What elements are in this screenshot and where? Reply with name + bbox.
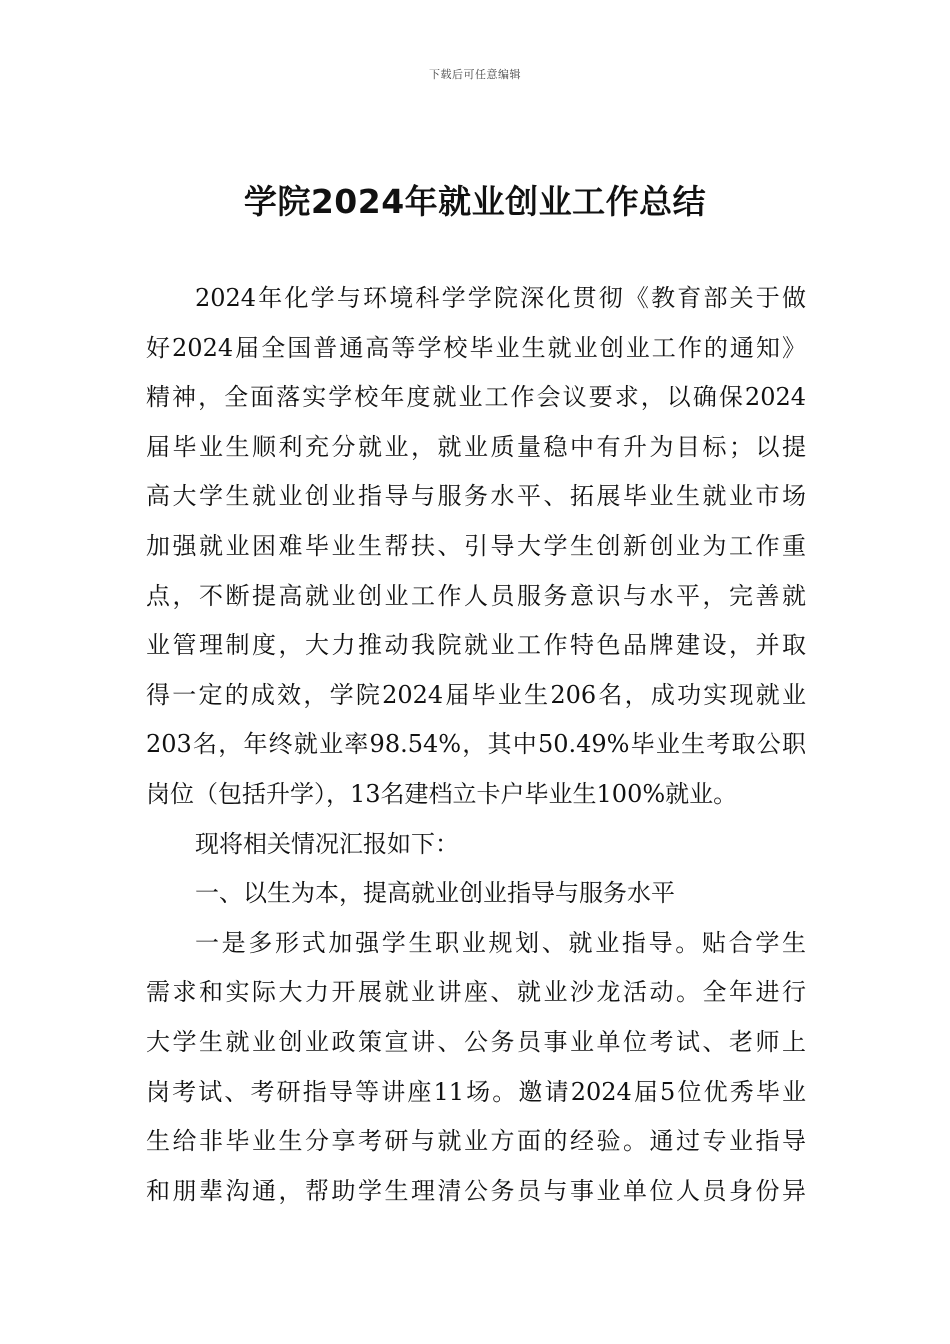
text-line: 大学生就业创业政策宣讲、公务员事业单位考试、老师上 — [146, 1027, 806, 1056]
text-line: 一是多形式加强学生职业规划、就业指导。贴合学生 — [195, 928, 806, 957]
text-line: 2024年化学与环境科学学院深化贯彻《教育部关于做 — [195, 284, 806, 312]
text-line: 点，不断提高就业创业工作人员服务意识与水平，完善就 — [146, 581, 806, 610]
text-line: 和朋辈沟通，帮助学生理清公务员与事业单位人员身份异 — [146, 1176, 806, 1205]
text-line: 届毕业生顺利充分就业，就业质量稳中有升为目标；以提 — [146, 432, 806, 461]
text-line: 203名，年终就业率98.54%，其中50.49%毕业生考取公职 — [146, 730, 806, 759]
text-line: 岗考试、考研指导等讲座11场。邀请2024届5位优秀毕业 — [146, 1077, 806, 1106]
document-title: 学院2024年就业创业工作总结 — [243, 182, 707, 221]
document-body — [146, 274, 806, 1216]
text-line: 现将相关情况汇报如下： — [195, 829, 459, 858]
text-line: 生给非毕业生分享考研与就业方面的经验。通过专业指导 — [146, 1127, 806, 1156]
text-line: 精神，全面落实学校年度就业工作会议要求，以确保2024 — [146, 383, 806, 412]
text-line: 业管理制度，大力推动我院就业工作特色品牌建设，并取 — [146, 631, 806, 660]
text-line: 好2024届全国普通高等学校毕业生就业创业工作的通知》 — [146, 333, 806, 362]
text-line: 需求和实际大力开展就业讲座、就业沙龙活动。全年进行 — [146, 978, 806, 1007]
page-header-note: 下载后可任意编辑 — [429, 68, 521, 81]
text-line: 高大学生就业创业指导与服务水平、拓展毕业生就业市场 — [146, 482, 806, 511]
text-line: 得一定的成效，学院2024届毕业生206名，成功实现就业 — [146, 680, 806, 709]
text-line: 一、以生为本，提高就业创业指导与服务水平 — [195, 879, 675, 908]
text-line: 加强就业困难毕业生帮扶、引导大学生创新创业为工作重 — [146, 531, 806, 560]
text-line: 岗位（包括升学），13名建档立卡户毕业生100%就业。 — [146, 779, 738, 808]
